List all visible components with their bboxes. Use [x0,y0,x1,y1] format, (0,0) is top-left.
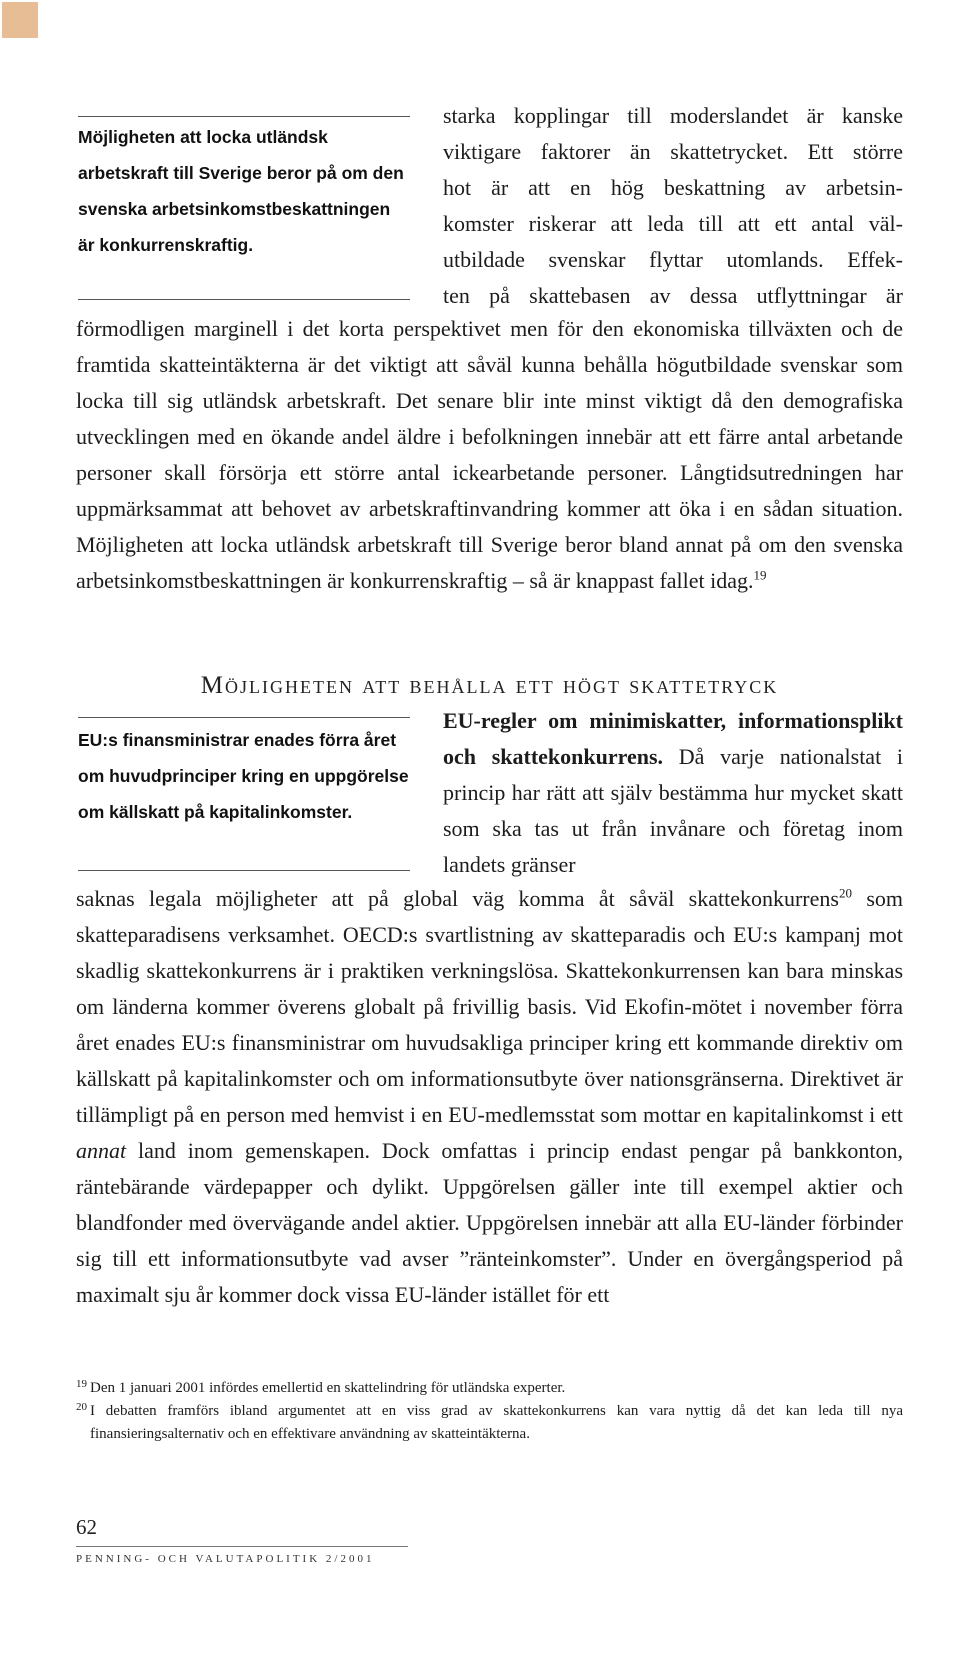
footer-rule [76,1546,408,1547]
footnotes [76,1377,903,1446]
text-line: viktigare faktorer än skattetrycket. Ett större [443,139,903,164]
paragraph-2-column [443,703,903,883]
paragraph-text: land inom gemenskapen. Dock omfattas i princip endast pengar på bankkonton, räntebärande värdepapper och dylikt. Uppgörelsen gäller inte till exempel aktier och blandfonder med övervägande andel aktier. Uppgörelsen innebär att alla EU-länder förbinder sig till ett informationsutbyte vad avser ”ränteinkomster”. Under en övergångsperiod på maximalt sju år kommer dock vissa EU-länder istället för ett [76,1138,903,1307]
run-in-heading: EU-regler om minimiskatter, informationsplikt och skattekonkurrens. [443,708,903,769]
paragraph-2 [76,881,903,1313]
paragraph-1-column [443,98,903,314]
text-line: komster riskerar att leda till att ett antal väl- [443,211,903,236]
pull-quote-text: Möjligheten att locka utländsk arbetskraft till Sverige beror på om den svenska arbetsinkomstbeskattningen är konkurrenskraftig. [78,127,404,255]
footnote-text: I debatten framförs ibland argumentet att en viss grad av skattekonkurrens kan vara nyttig då det kan leda till nya finansieringsalternativ och en effektivare användning av skatteintäkterna. [90,1403,903,1442]
emphasis-text: annat [76,1138,127,1163]
footnote-number: 19 [76,1378,87,1390]
page-number: 62 [76,1515,97,1539]
corner-tab [2,2,38,38]
footnote-text: Den 1 januari 2001 infördes emellertid en skattelindring för utländska experter. [90,1380,566,1396]
paragraph-text: som skatteparadisens verksamhet. OECD:s svartlistning av skatteparadis och EU:s kampanj mot skadlig skattekonkurrens är i praktiken verkningslösa. Skattekonkurrensen kan bara minskas om länderna kommer överens globalt på frivillig basis. Vid Ekofin-mötet i november förra året enades EU:s finansministrar om huvudsakliga principer kring ett kommande direktiv om källskatt på kapitalinkomster och om informationsutbyte över nationsgränserna. Direktivet är tillämpligt på en person med hemvist i en EU-medlemsstat som mottar en kapitalinkomst i ett [76,886,903,1127]
pull-quote-text: EU:s finansministrar enades förra året om huvudprinciper kring en uppgörelse om källskatt på kapitalinkomster. [78,730,409,822]
text-line: starka kopplingar till moderslandet är kanske [443,103,903,128]
pull-quote [78,116,410,300]
footnote [76,1377,903,1400]
footnote-number: 20 [76,1401,87,1413]
footnote-ref: 19 [753,567,767,583]
paragraph-text: saknas legala möjligheter att på global väg komma åt såväl skattekonkurrens [76,886,839,911]
running-footer: PENNING- OCH VALUTAPOLITIK 2/2001 [76,1553,375,1565]
footnote [76,1400,903,1446]
text-line: hot är att en hög beskattning av arbetsin- [443,175,903,200]
section-heading: Möjligheten att behålla ett högt skattetryck [200,672,779,699]
footnote-ref: 20 [838,885,852,901]
paragraph-text: Då varje nationalstat i princip har rätt att själv bestämma hur mycket skatt som ska tas ut från invånare och företag inom landets gränser [443,744,903,877]
paragraph-text: förmodligen marginell i det korta perspektivet men för den ekonomiska tillväxten och de framtida skatteintäkterna är det viktigt att såväl kunna behålla högutbildade svenskar som locka till sig utländsk arbetskraft. Det senare blir inte minst viktigt då den demografiska utvecklingen med en ökande andel äldre i befolkningen innebär att ett färre antal arbetande personer skall försörja ett större antal ickearbetande personer. Långtidsutredningen har uppmärksammat att behovet av arbetskraftinvandring kommer att öka i en sådan situation. Möjligheten att locka utländsk arbetskraft till Sverige beror bland annat på om den svenska arbetsinkomstbeskattningen är konkurrenskraftig – så är knappast fallet idag. [76,316,903,593]
text-line: ten på skattebasen av dessa utflyttningar är [443,283,903,308]
text-line: utbildade svenskar flyttar utomlands. Effek- [443,247,903,272]
pull-quote [78,717,410,871]
paragraph-1 [76,311,903,599]
